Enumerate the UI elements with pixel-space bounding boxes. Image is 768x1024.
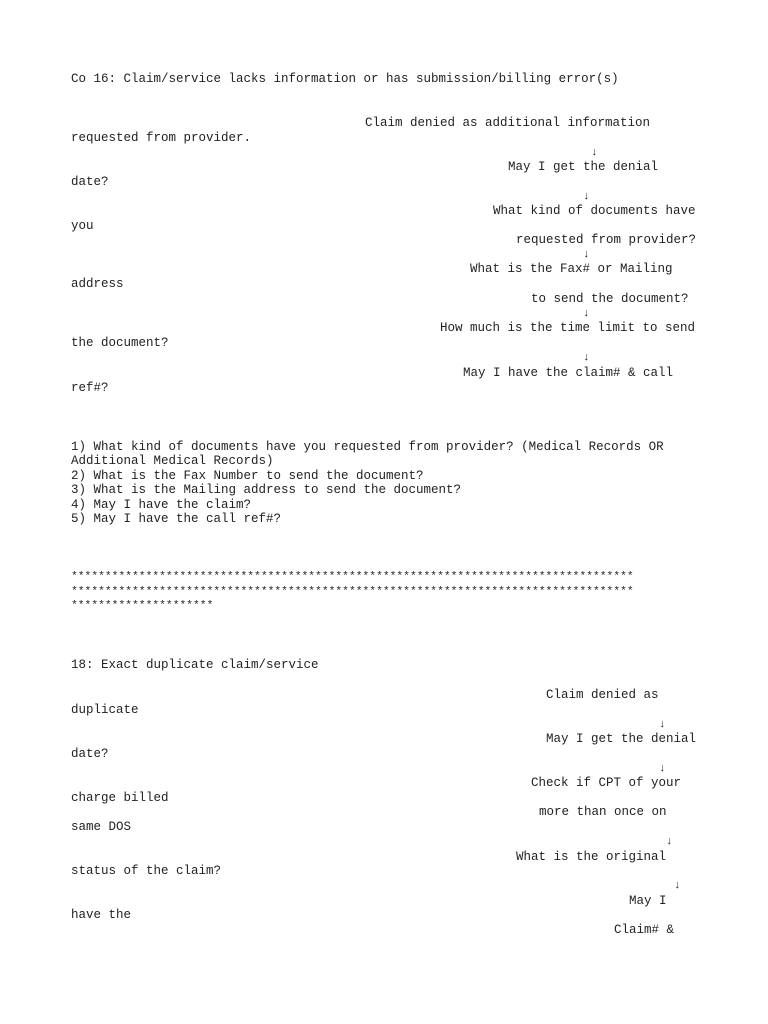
flow-step-2-wrap: date? xyxy=(71,175,109,189)
flow-step-5: May I xyxy=(629,894,667,908)
section-heading-18: 18: Exact duplicate claim/service xyxy=(71,658,319,672)
section-heading-co16: Co 16: Claim/service lacks information or has submission/billing error(s) xyxy=(71,72,619,86)
list-item: 3) What is the Mailing address to send the document? xyxy=(71,483,462,497)
flow-step-1: Claim denied as additional information xyxy=(365,116,651,130)
down-arrow-icon: ↓ xyxy=(659,763,666,775)
down-arrow-icon: ↓ xyxy=(583,191,590,203)
list-item: Additional Medical Records) xyxy=(71,454,274,468)
flow-step-1: Claim denied as xyxy=(546,688,659,702)
flow-step-4-wrap: address xyxy=(71,277,124,291)
flow-step-6: May I have the claim# & call xyxy=(463,366,674,380)
separator-line: ********************* xyxy=(71,600,214,612)
separator-line: *********************************************************************************** xyxy=(71,571,634,583)
flow-step-2-wrap: date? xyxy=(71,747,109,761)
flow-step-5-wrap: the document? xyxy=(71,336,169,350)
flow-step-3-wrap: you xyxy=(71,219,94,233)
separator-line: *********************************************************************************** xyxy=(71,586,634,598)
flow-step-1-wrap: duplicate xyxy=(71,703,139,717)
down-arrow-icon: ↓ xyxy=(659,719,666,731)
flow-step-3-cont: requested from provider? xyxy=(516,233,697,247)
flow-step-5-wrap: have the xyxy=(71,908,132,922)
flow-step-2: May I get the denial xyxy=(508,160,659,174)
flow-step-3: Check if CPT of your xyxy=(531,776,682,790)
down-arrow-icon: ↓ xyxy=(591,147,598,159)
flow-step-4-cont: to send the document? xyxy=(531,292,689,306)
down-arrow-icon: ↓ xyxy=(583,308,590,320)
flow-step-3-wrap2: same DOS xyxy=(71,820,132,834)
down-arrow-icon: ↓ xyxy=(666,836,673,848)
down-arrow-icon: ↓ xyxy=(583,249,590,261)
flow-step-3-wrap: charge billed xyxy=(71,791,169,805)
list-item: 5) May I have the call ref#? xyxy=(71,512,282,526)
flow-step-3: What kind of documents have xyxy=(493,204,696,218)
flow-step-3-cont: more than once on xyxy=(539,805,667,819)
flow-step-5: How much is the time limit to send xyxy=(440,321,696,335)
list-item: 2) What is the Fax Number to send the document? xyxy=(71,469,424,483)
flow-step-6-wrap: ref#? xyxy=(71,381,109,395)
flow-step-4-wrap: status of the claim? xyxy=(71,864,222,878)
flow-step-4: What is the Fax# or Mailing xyxy=(470,262,673,276)
flow-step-5-cont: Claim# & xyxy=(614,923,675,937)
down-arrow-icon: ↓ xyxy=(674,880,681,892)
list-item: 4) May I have the claim? xyxy=(71,498,252,512)
list-item: 1) What kind of documents have you requested from provider? (Medical Records OR xyxy=(71,440,664,454)
flow-step-2: May I get the denial xyxy=(546,732,697,746)
flow-step-1-wrap: requested from provider. xyxy=(71,131,252,145)
down-arrow-icon: ↓ xyxy=(583,352,590,364)
flow-step-4: What is the original xyxy=(516,850,667,864)
